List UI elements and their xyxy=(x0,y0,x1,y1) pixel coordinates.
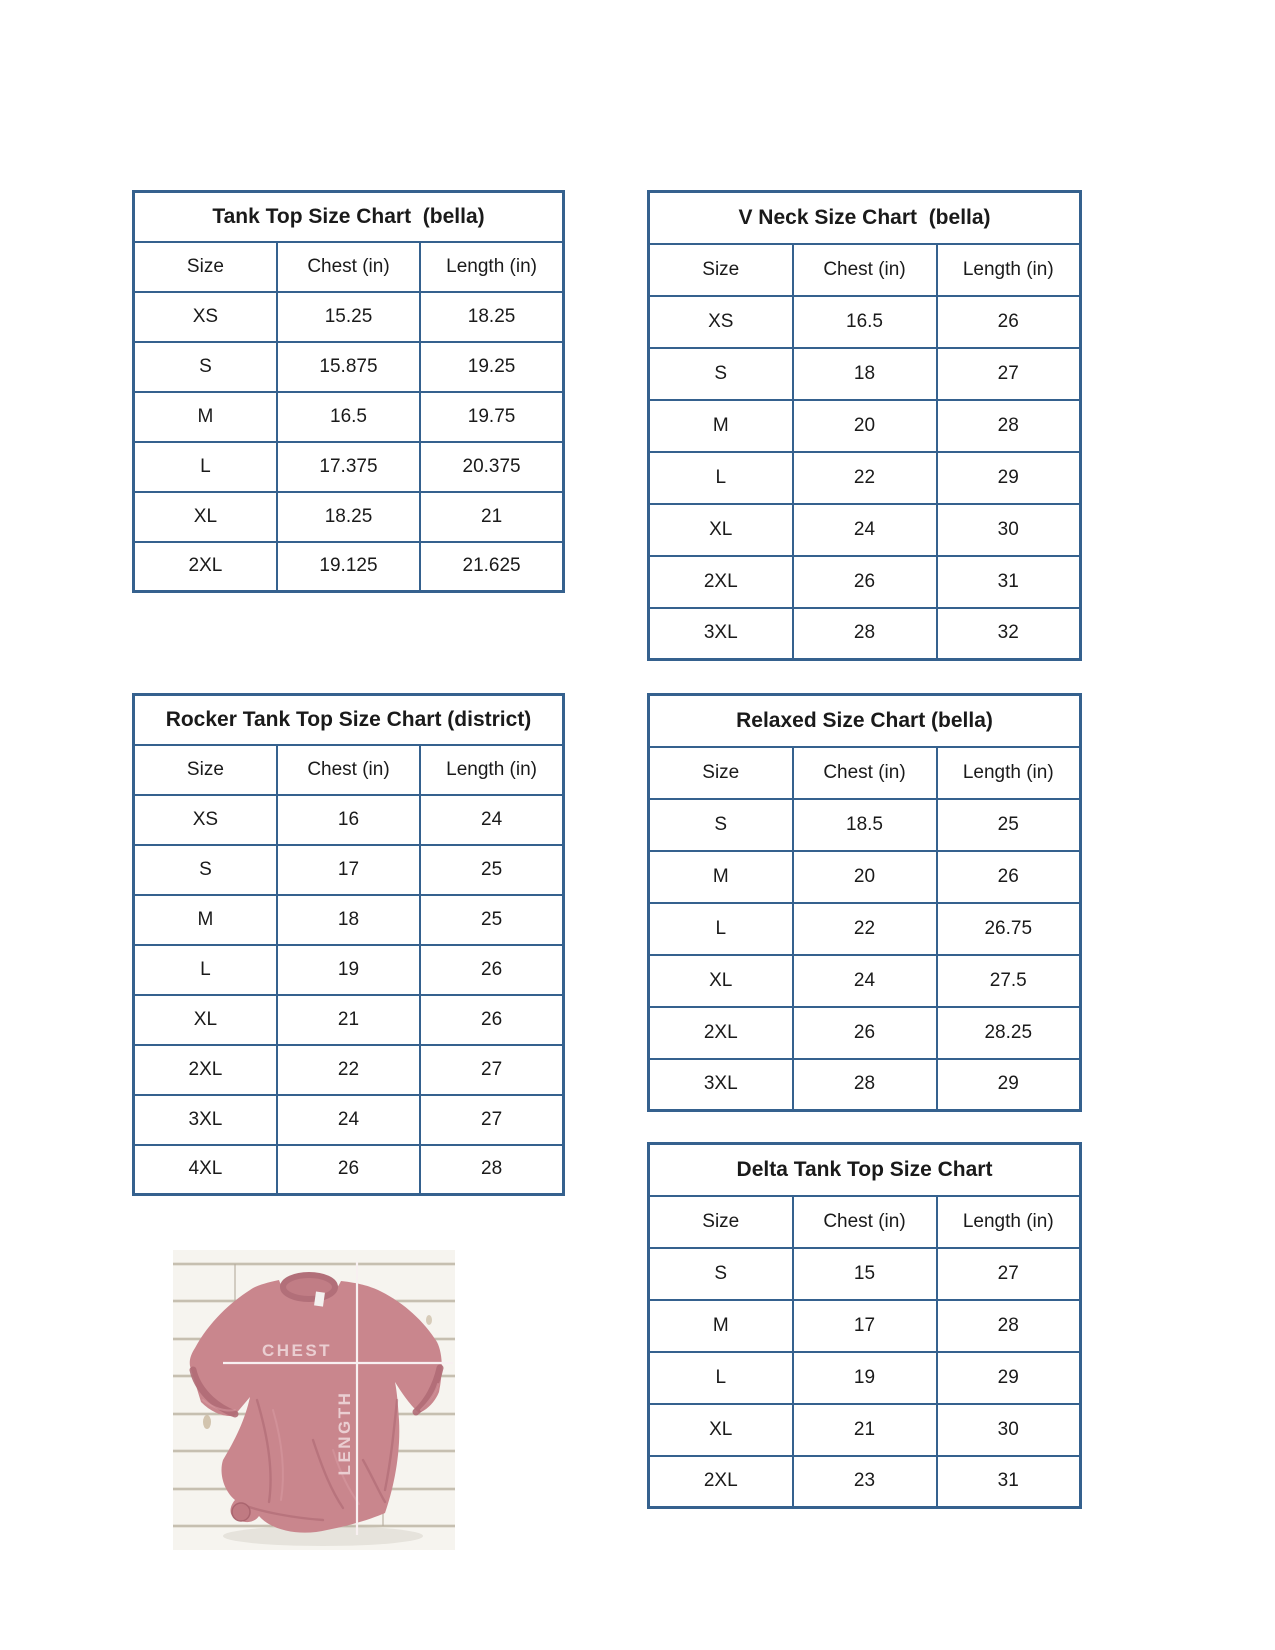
table-cell: 17 xyxy=(793,1300,937,1352)
table-cell: S xyxy=(649,799,793,851)
table-cell: M xyxy=(649,400,793,452)
table-cell: M xyxy=(649,851,793,903)
table-row xyxy=(649,1456,1081,1508)
table-cell: 2XL xyxy=(134,542,277,592)
table-cell: L xyxy=(649,452,793,504)
table-row xyxy=(134,492,564,542)
column-header-chest: Chest (in) xyxy=(277,242,420,292)
table-row xyxy=(134,542,564,592)
column-header-size: Size xyxy=(649,747,793,799)
table-title: Rocker Tank Top Size Chart (district) xyxy=(134,695,564,745)
table-title: Tank Top Size Chart (bella) xyxy=(134,192,564,242)
table-row xyxy=(649,903,1081,955)
table-row xyxy=(649,851,1081,903)
column-header-size: Size xyxy=(649,244,793,296)
table-cell: 24 xyxy=(420,795,563,845)
table-cell: 29 xyxy=(937,452,1081,504)
column-header-chest: Chest (in) xyxy=(793,747,937,799)
table-row xyxy=(649,1404,1081,1456)
table-title: Relaxed Size Chart (bella) xyxy=(649,695,1081,747)
table-cell: M xyxy=(649,1300,793,1352)
table-cell: XL xyxy=(649,955,793,1007)
tshirt-hem-knot xyxy=(232,1503,250,1521)
rocker-tank-top-size-chart-table xyxy=(132,693,565,1196)
table-header-row xyxy=(134,745,564,795)
table-row xyxy=(649,608,1081,660)
table-cell: 25 xyxy=(420,845,563,895)
table-cell: 4XL xyxy=(134,1145,277,1195)
table-title-row xyxy=(134,695,564,745)
table-cell: 24 xyxy=(277,1095,420,1145)
table-row xyxy=(134,1145,564,1195)
table-row xyxy=(134,1095,564,1145)
table-cell: 29 xyxy=(937,1059,1081,1111)
table-title: Delta Tank Top Size Chart xyxy=(649,1144,1081,1196)
table-cell: 3XL xyxy=(134,1095,277,1145)
table-row xyxy=(649,296,1081,348)
table-row xyxy=(649,504,1081,556)
table-title-row xyxy=(134,192,564,242)
column-header-length: Length (in) xyxy=(937,244,1081,296)
table-row xyxy=(649,1059,1081,1111)
table-cell: 18.25 xyxy=(277,492,420,542)
table-cell: 28 xyxy=(420,1145,563,1195)
column-header-length: Length (in) xyxy=(420,242,563,292)
table-row xyxy=(649,1352,1081,1404)
table-title-row xyxy=(649,695,1081,747)
table-cell: XL xyxy=(649,504,793,556)
table-cell: 24 xyxy=(793,504,937,556)
table-cell: XS xyxy=(649,296,793,348)
table-cell: 3XL xyxy=(649,608,793,660)
table-cell: 18.25 xyxy=(420,292,563,342)
table-row xyxy=(649,400,1081,452)
table-cell: L xyxy=(649,903,793,955)
table-cell: XL xyxy=(134,995,277,1045)
column-header-length: Length (in) xyxy=(937,1196,1081,1248)
column-header-size: Size xyxy=(134,745,277,795)
table-cell: 2XL xyxy=(134,1045,277,1095)
table-cell: 21 xyxy=(793,1404,937,1456)
table-cell: 19.25 xyxy=(420,342,563,392)
table-cell: 16 xyxy=(277,795,420,845)
table-cell: 16.5 xyxy=(277,392,420,442)
table-cell: 27 xyxy=(937,348,1081,400)
tshirt-measurement-photo xyxy=(173,1250,455,1550)
table-header-row xyxy=(649,244,1081,296)
table-header-row xyxy=(649,1196,1081,1248)
table-cell: 24 xyxy=(793,955,937,1007)
table-row xyxy=(649,556,1081,608)
table-cell: 3XL xyxy=(649,1059,793,1111)
table-cell: XS xyxy=(134,292,277,342)
tshirt-collar xyxy=(283,1275,335,1299)
table-cell: 30 xyxy=(937,1404,1081,1456)
table-cell: 22 xyxy=(793,903,937,955)
column-header-chest: Chest (in) xyxy=(277,745,420,795)
table-cell: 15.25 xyxy=(277,292,420,342)
table-title: V Neck Size Chart (bella) xyxy=(649,192,1081,244)
table-cell: 22 xyxy=(793,452,937,504)
table-cell: 19.75 xyxy=(420,392,563,442)
table-cell: 26 xyxy=(937,296,1081,348)
table-cell: M xyxy=(134,895,277,945)
table-row xyxy=(134,845,564,895)
table-row xyxy=(649,1007,1081,1059)
table-cell: 21 xyxy=(420,492,563,542)
table-cell: 26 xyxy=(277,1145,420,1195)
table-title-row xyxy=(649,1144,1081,1196)
table-cell: 17 xyxy=(277,845,420,895)
table-cell: 2XL xyxy=(649,1007,793,1059)
table-cell: S xyxy=(649,348,793,400)
table-cell: 15 xyxy=(793,1248,937,1300)
table-row xyxy=(649,1300,1081,1352)
table-row xyxy=(649,452,1081,504)
table-title-row xyxy=(649,192,1081,244)
table-cell: 19 xyxy=(277,945,420,995)
table-cell: 26 xyxy=(420,995,563,1045)
table-row xyxy=(134,392,564,442)
table-cell: 23 xyxy=(793,1456,937,1508)
table-cell: 20 xyxy=(793,400,937,452)
table-cell: 2XL xyxy=(649,556,793,608)
table-row xyxy=(134,945,564,995)
table-cell: 28 xyxy=(937,400,1081,452)
table-cell: S xyxy=(134,845,277,895)
table-cell: 27.5 xyxy=(937,955,1081,1007)
table-cell: 19 xyxy=(793,1352,937,1404)
table-cell: 26 xyxy=(420,945,563,995)
table-cell: 2XL xyxy=(649,1456,793,1508)
table-cell: S xyxy=(134,342,277,392)
table-row xyxy=(134,795,564,845)
table-cell: 26 xyxy=(793,556,937,608)
table-cell: 28 xyxy=(793,1059,937,1111)
table-header-row xyxy=(649,747,1081,799)
table-cell: 28 xyxy=(937,1300,1081,1352)
table-row xyxy=(134,342,564,392)
table-cell: 21.625 xyxy=(420,542,563,592)
table-row xyxy=(134,1045,564,1095)
table-cell: L xyxy=(134,945,277,995)
table-row xyxy=(649,1248,1081,1300)
column-header-size: Size xyxy=(649,1196,793,1248)
table-cell: 18 xyxy=(793,348,937,400)
table-cell: 18.5 xyxy=(793,799,937,851)
table-cell: 32 xyxy=(937,608,1081,660)
table-cell: 27 xyxy=(937,1248,1081,1300)
table-header-row xyxy=(134,242,564,292)
table-cell: 20 xyxy=(793,851,937,903)
wood-knot xyxy=(426,1315,432,1325)
table-cell: 16.5 xyxy=(793,296,937,348)
table-cell: L xyxy=(649,1352,793,1404)
table-cell: 28.25 xyxy=(937,1007,1081,1059)
relaxed-size-chart-table xyxy=(647,693,1082,1112)
table-cell: 30 xyxy=(937,504,1081,556)
table-cell: 15.875 xyxy=(277,342,420,392)
chest-label: CHEST xyxy=(261,1341,333,1360)
table-cell: 31 xyxy=(937,556,1081,608)
length-label: LENGTH xyxy=(335,1390,354,1476)
table-row xyxy=(134,995,564,1045)
table-cell: 26 xyxy=(793,1007,937,1059)
table-row xyxy=(649,955,1081,1007)
table-cell: 27 xyxy=(420,1095,563,1145)
table-cell: S xyxy=(649,1248,793,1300)
table-cell: 26.75 xyxy=(937,903,1081,955)
table-cell: M xyxy=(134,392,277,442)
v-neck-size-chart-table xyxy=(647,190,1082,661)
wood-knot xyxy=(203,1415,211,1429)
table-cell: 29 xyxy=(937,1352,1081,1404)
table-row xyxy=(649,799,1081,851)
table-cell: 17.375 xyxy=(277,442,420,492)
table-cell: 27 xyxy=(420,1045,563,1095)
table-row xyxy=(134,292,564,342)
table-cell: 22 xyxy=(277,1045,420,1095)
table-cell: 31 xyxy=(937,1456,1081,1508)
table-row xyxy=(134,442,564,492)
table-cell: 26 xyxy=(937,851,1081,903)
table-cell: 28 xyxy=(793,608,937,660)
table-cell: XS xyxy=(134,795,277,845)
column-header-size: Size xyxy=(134,242,277,292)
column-header-chest: Chest (in) xyxy=(793,1196,937,1248)
column-header-chest: Chest (in) xyxy=(793,244,937,296)
table-row xyxy=(649,348,1081,400)
table-cell: 25 xyxy=(937,799,1081,851)
table-cell: 19.125 xyxy=(277,542,420,592)
delta-tank-top-size-chart-table xyxy=(647,1142,1082,1509)
column-header-length: Length (in) xyxy=(937,747,1081,799)
table-cell: XL xyxy=(134,492,277,542)
tank-top-size-chart-table xyxy=(132,190,565,593)
table-row xyxy=(134,895,564,945)
table-cell: XL xyxy=(649,1404,793,1456)
table-cell: 20.375 xyxy=(420,442,563,492)
table-cell: 21 xyxy=(277,995,420,1045)
table-cell: L xyxy=(134,442,277,492)
column-header-length: Length (in) xyxy=(420,745,563,795)
table-cell: 18 xyxy=(277,895,420,945)
table-cell: 25 xyxy=(420,895,563,945)
